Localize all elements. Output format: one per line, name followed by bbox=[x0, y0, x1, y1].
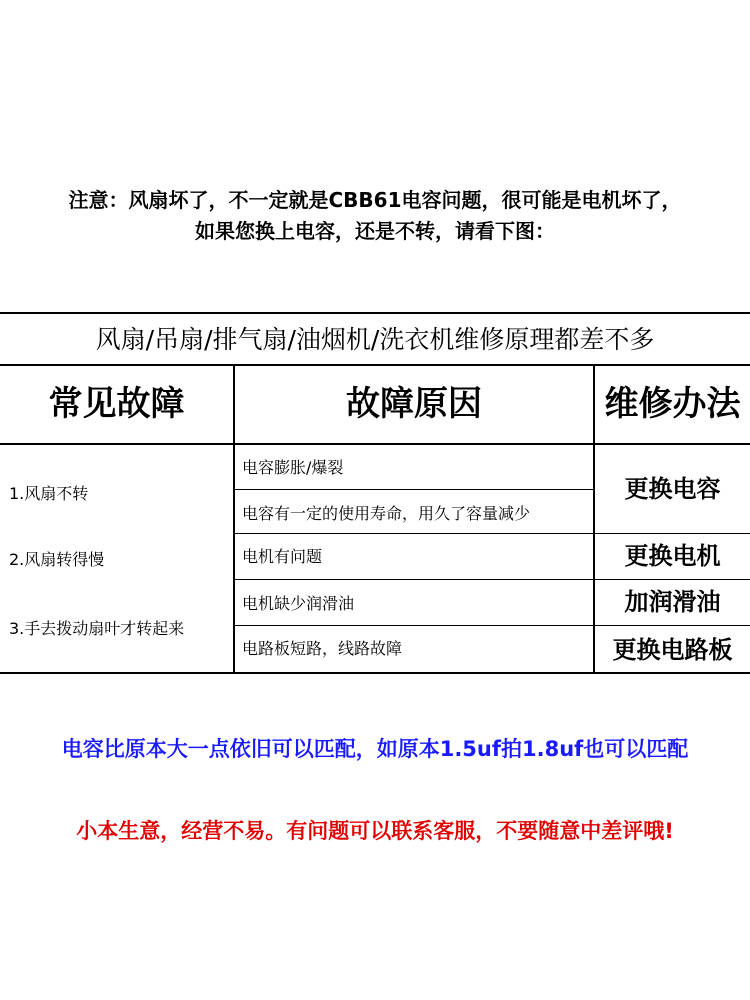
cause-item: 电机有问题 bbox=[242, 547, 323, 566]
cause-item: 电容有一定的使用寿命，用久了容量减少 bbox=[242, 504, 531, 523]
cause-item: 电机缺少润滑油 bbox=[242, 594, 355, 613]
fix-item: 加润滑油 bbox=[624, 588, 721, 616]
header-divider bbox=[0, 443, 750, 445]
fault-item: 1.风扇不转 bbox=[9, 484, 89, 503]
table-title: 风扇/吊扇/排气扇/油烟机/洗衣机维修原理都差不多 bbox=[0, 314, 750, 366]
fix-item: 更换电容 bbox=[624, 475, 721, 503]
cause-item: 电容膨胀/爆裂 bbox=[242, 458, 344, 477]
fix-item: 更换电机 bbox=[624, 542, 721, 570]
row-divider bbox=[235, 579, 750, 580]
cause-item: 电路板短路，线路故障 bbox=[242, 639, 403, 658]
row-divider bbox=[235, 489, 593, 490]
header-faults: 常见故障 bbox=[48, 384, 185, 424]
notice-line-1: 注意：风扇坏了，不一定就是CBB61电容问题，很可能是电机坏了， bbox=[68, 188, 682, 212]
capacitor-note: 电容比原本大一点依旧可以匹配，如原本1.5uf拍1.8uf也可以匹配 bbox=[61, 737, 689, 761]
row-divider bbox=[235, 625, 750, 626]
review-note: 小本生意，经营不易。有问题可以联系客服，不要随意中差评哦! bbox=[76, 819, 674, 843]
row-divider bbox=[235, 533, 750, 534]
repair-table bbox=[0, 312, 750, 674]
header-causes: 故障原因 bbox=[346, 384, 482, 424]
fault-item: 2.风扇转得慢 bbox=[9, 550, 105, 569]
header-fixes: 维修办法 bbox=[604, 384, 741, 424]
fix-item: 更换电路板 bbox=[612, 636, 733, 664]
notice-line-2: 如果您换上电容，还是不转，请看下图： bbox=[195, 219, 555, 243]
fault-item: 3.手去拨动扇叶才转起来 bbox=[9, 619, 185, 638]
